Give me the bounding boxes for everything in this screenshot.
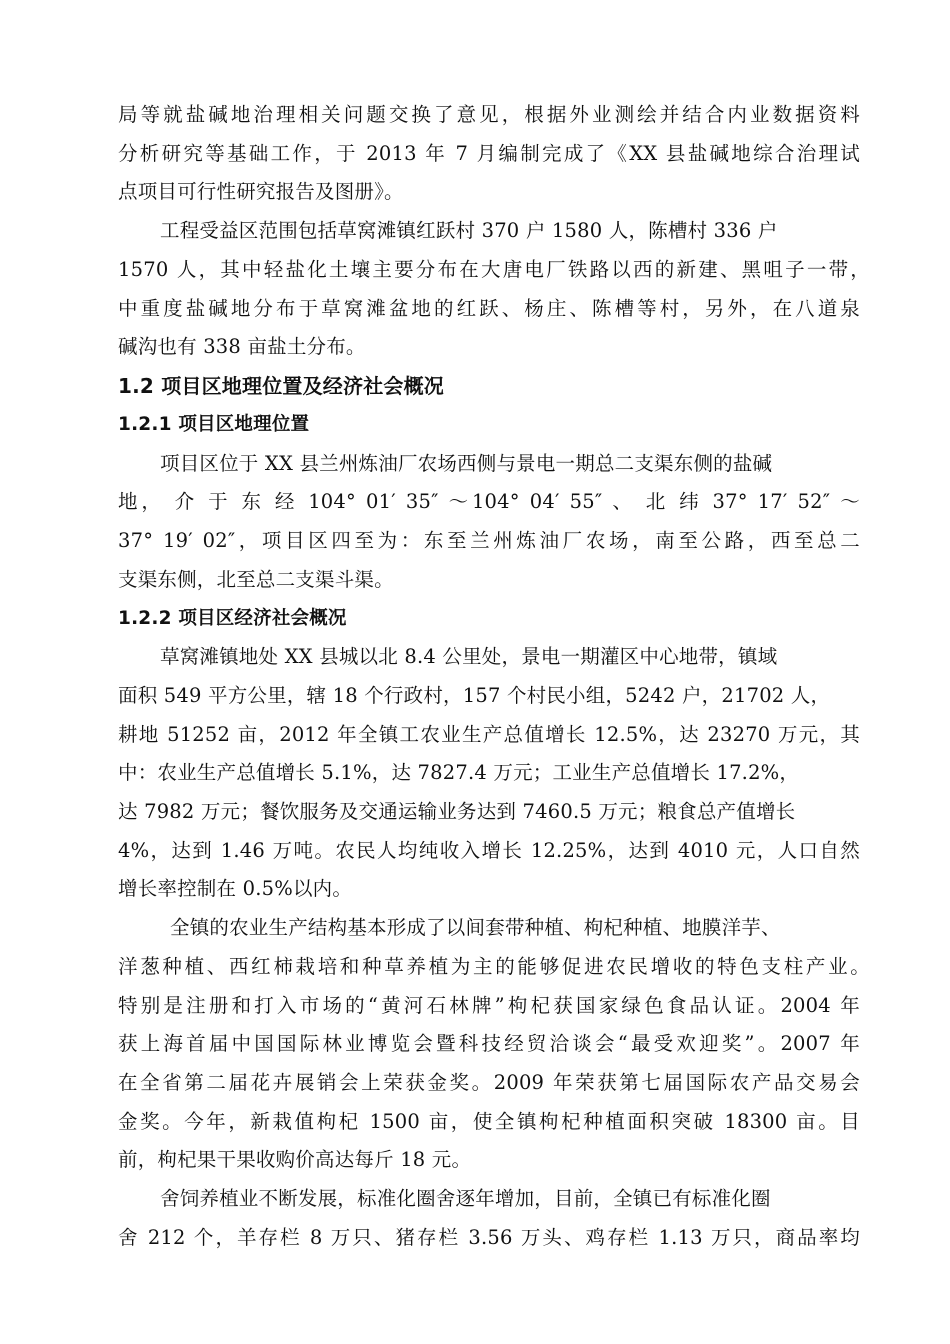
para-benefit-line-3: 中重度盐碱地分布于草窝滩盆地的红跃、杨庄、陈槽等村，另外，在八道泉 — [118, 297, 860, 320]
para-benefit-line-2: 1570 人，其中轻盐化土壤主要分布在大唐电厂铁路以西的新建、黑咀子一带， — [118, 258, 870, 281]
para-benefit-line-4: 碱沟也有 338 亩盐土分布。 — [118, 335, 366, 358]
para-location-line-1: 项目区位于 XX 县兰州炼油厂农场西侧与景电一期总二支渠东侧的盐碱 — [160, 452, 773, 475]
para-agriculture-line-6: 金奖。今年，新栽值枸杞 1500 亩，使全镇枸杞种植面积突破 18300 亩。目 — [118, 1110, 860, 1133]
para-agriculture-line-2: 洋葱种植、西红柿栽培和种草养植为主的能够促进农民增收的特色支柱产业。 — [118, 955, 870, 978]
para-location-line-2: 地， 介 于 东 经 104° 01′ 35″ ～104° 04′ 55″ 、 北 纬 37° 17′ 52″ ～ — [118, 490, 860, 513]
section-heading-1-2: 1.2 项目区地理位置及经济社会概况 — [118, 374, 444, 398]
section-heading-1-2-2: 1.2.2 项目区经济社会概况 — [118, 608, 347, 629]
para-economy-line-7: 增长率控制在 0.5%以内。 — [118, 877, 353, 900]
para-economy-line-5: 达 7982 万元；餐饮服务及交通运输业务达到 7460.5 万元；粮食总产值增长 — [118, 800, 796, 823]
para-agriculture-line-7: 前，枸杞果干果收购价高达每斤 18 元。 — [118, 1148, 472, 1171]
para-agriculture-line-4: 获上海首届中国国际林业博览会暨科技经贸洽谈会“最受欢迎奖”。2007 年 — [118, 1032, 860, 1055]
para-agriculture-line-1: 全镇的农业生产结构基本形成了以间套带种植、枸杞种植、地膜洋芋、 — [170, 916, 781, 939]
para-economy-line-3: 耕地 51252 亩，2012 年全镇工农业生产总值增长 12.5%，达 23270 万元，其 — [118, 723, 860, 746]
para-intro-line-2: 分析研究等基础工作，于 2013 年 7 月编制完成了《XX 县盐碱地综合治理试 — [118, 142, 860, 165]
para-economy-line-4: 中：农业生产总值增长 5.1%，达 7827.4 万元；工业生产总值增长 17.2%， — [118, 761, 800, 784]
para-intro-line-3: 点项目可行性研究报告及图册》。 — [118, 180, 404, 203]
para-benefit-line-1: 工程受益区范围包括草窝滩镇红跃村 370 户 1580 人，陈槽村 336 户 — [160, 219, 778, 242]
para-agriculture-line-5: 在全省第二届花卉展销会上荣获金奖。2009 年荣获第七届国际农产品交易会 — [118, 1071, 860, 1094]
para-location-line-3: 37° 19′ 02″，项目区四至为：东至兰州炼油厂农场，南至公路，西至总二 — [118, 529, 860, 552]
section-heading-1-2-1: 1.2.1 项目区地理位置 — [118, 414, 310, 435]
para-economy-line-6: 4%，达到 1.46 万吨。农民人均纯收入增长 12.25%，达到 4010 元，人口自然 — [118, 839, 860, 862]
para-location-line-4: 支渠东侧，北至总二支渠斗渠。 — [118, 568, 394, 591]
para-economy-line-2: 面积 549 平方公里，辖 18 个行政村，157 个村民小组，5242 户，21702 人， — [118, 684, 831, 707]
para-economy-line-1: 草窝滩镇地处 XX 县城以北 8.4 公里处，景电一期灌区中心地带，镇域 — [160, 645, 778, 668]
para-intro-line-1: 局等就盐碱地治理相关问题交换了意见，根据外业测绘并结合内业数据资料 — [118, 103, 860, 126]
para-agriculture-line-3: 特别是注册和打入市场的“黄河石林牌”枸杞获国家绿色食品认证。2004 年 — [118, 994, 860, 1017]
para-livestock-line-1: 舍饲养植业不断发展，标准化圈舍逐年增加，目前，全镇已有标准化圈 — [160, 1187, 771, 1210]
para-livestock-line-2: 舍 212 个，羊存栏 8 万只、猪存栏 3.56 万头、鸡存栏 1.13 万只，商品率均 — [118, 1226, 860, 1249]
